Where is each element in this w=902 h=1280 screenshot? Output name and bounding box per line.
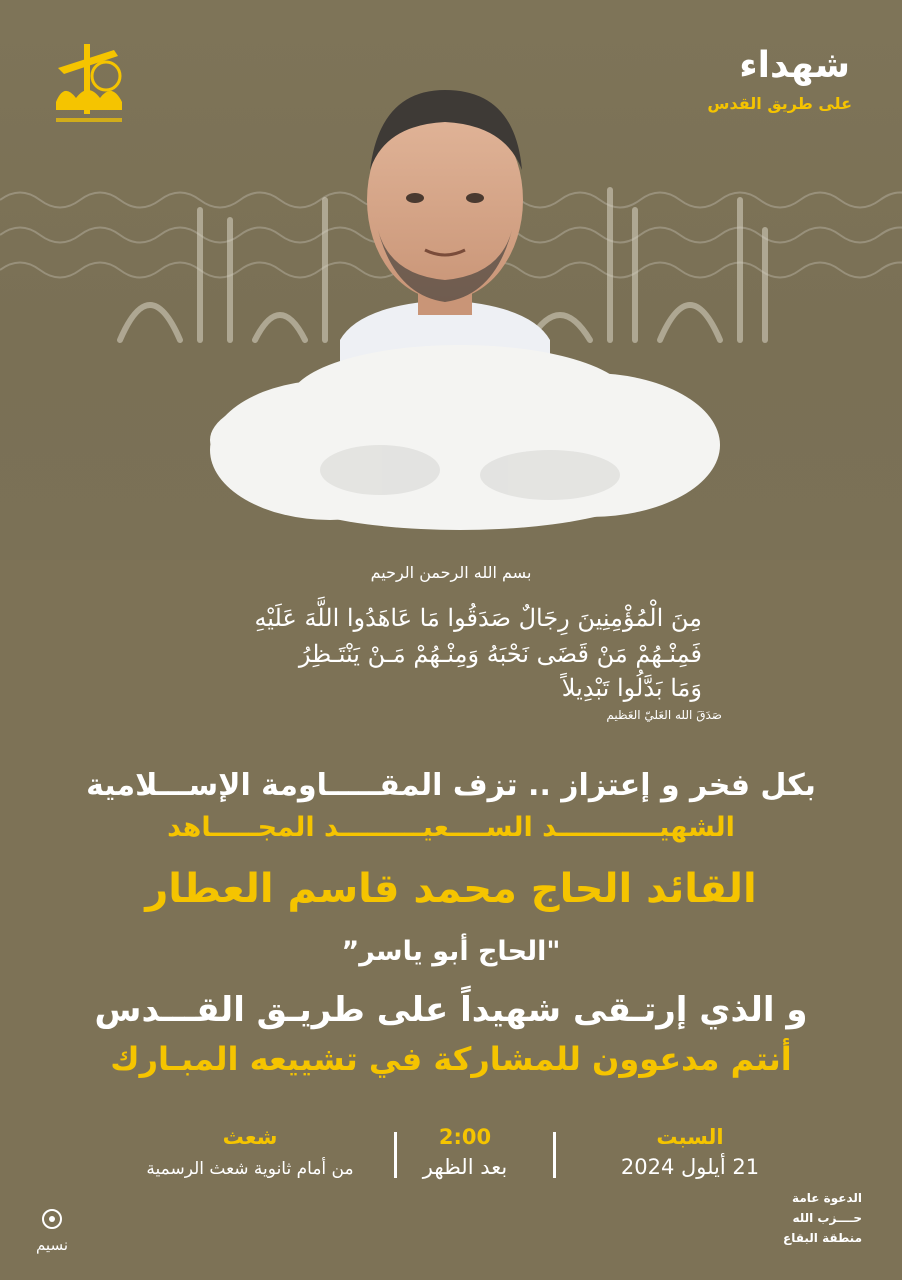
footer-brand-label: نسيم xyxy=(35,1236,69,1254)
date-value: 21 أيلول 2024 xyxy=(620,1155,760,1179)
verse-line: مِنَ الْمُؤْمِنِينَ رِجَالٌ صَدَقُوا مَا عَاهَدُوا اللَّهَ عَلَيْهِ xyxy=(254,604,702,632)
brand-title: شهداء xyxy=(739,45,850,86)
time-block xyxy=(395,1125,535,1179)
verse-line: فَمِنْـهُمْ مَنْ قَضَى نَحْبَهُ وَمِنْـهُمْ مَـنْ يَنْتَـظِرُ xyxy=(298,640,702,668)
martyr-name: القائد الحاج محمد قاسم العطار xyxy=(145,866,757,912)
cloud-graphic xyxy=(160,330,760,540)
day-block xyxy=(580,1125,800,1179)
funeral-invitation: أنتم مدعوون للمشاركة في تشييعه المبـارك xyxy=(110,1040,792,1078)
play-circle-icon xyxy=(41,1208,63,1230)
basmala: بسم الله الرحمن الرحيم xyxy=(370,563,532,582)
organizer-line: حــــزب الله xyxy=(792,1211,862,1225)
footer-brand xyxy=(22,1208,82,1252)
time-value: 2:00 xyxy=(438,1125,492,1149)
organizer-block xyxy=(742,1188,862,1248)
verse-line: وَمَا بَدَّلُوا تَبْدِيلاً xyxy=(561,674,702,702)
verse-source: صَدَقَ الله العَليّ العَظيم xyxy=(606,708,722,722)
time-note: بعد الظهر xyxy=(422,1155,508,1179)
martyr-title: الشهيـــــــــــد الســــعيـــــــــد المجـــــاهد xyxy=(167,812,735,843)
brand-subtitle: على طريق القدس xyxy=(707,94,852,113)
place-value: من أمام ثانوية شعث الرسمية xyxy=(146,1159,354,1179)
martyr-nickname: "الحاج أبو ياسر” xyxy=(341,936,561,967)
divider xyxy=(553,1132,556,1178)
martyrdom-statement: و الذي إرتـقى شهيداً على طريـق القـــدس xyxy=(94,990,808,1030)
hezbollah-logo xyxy=(44,38,134,130)
place-block xyxy=(100,1125,400,1179)
organizer-line: الدعوة عامة xyxy=(792,1191,862,1205)
place-label: شعث xyxy=(222,1125,278,1149)
organizer-line: منطقة البقاع xyxy=(783,1231,862,1245)
day-label: السبت xyxy=(656,1125,724,1149)
announcement-intro: بكل فخر و إعتزاز .. تزف المقـــــاومة الإســـلامية xyxy=(86,768,816,803)
